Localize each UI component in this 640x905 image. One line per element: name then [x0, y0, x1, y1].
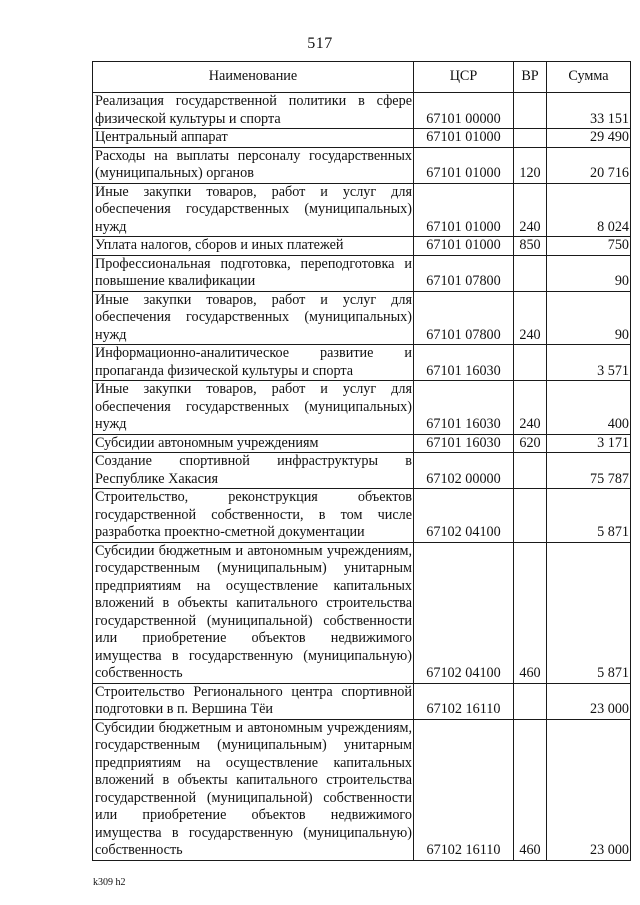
table-row: [93, 453, 631, 489]
row-sum: 33 151: [547, 93, 631, 129]
header-row: [93, 62, 631, 93]
row-name: Центральный аппарат: [93, 129, 414, 148]
table-row: [93, 183, 631, 237]
row-csr: 67101 00000: [414, 93, 514, 129]
row-sum: 400: [547, 381, 631, 435]
row-vr: 240: [514, 381, 547, 435]
budget-table: [92, 61, 631, 861]
row-csr: 67101 01000: [414, 183, 514, 237]
table-row: [93, 542, 631, 683]
row-name: Строительство, реконструкция объектов государственной собственности, в том числе разработка проектно-сметной документации: [93, 489, 414, 543]
row-sum: 3 571: [547, 345, 631, 381]
row-name: Субсидии бюджетным и автономным учреждениям, государственным (муниципальным) унитарным предприятиям на осуществление капитальных вложений в объекты капитального строительства государственной (муниципальной) собственности или приобретение объектов недвижимого имущества в государственную (муниципальную) собственность: [93, 719, 414, 860]
row-sum: 3 171: [547, 434, 631, 453]
table-row: [93, 345, 631, 381]
table-body: [93, 93, 631, 861]
row-csr: 67101 16030: [414, 345, 514, 381]
row-sum: 23 000: [547, 683, 631, 719]
row-csr: 67102 04100: [414, 542, 514, 683]
row-vr: 460: [514, 542, 547, 683]
table-row: [93, 255, 631, 291]
row-sum: 90: [547, 291, 631, 345]
table-header: [93, 62, 631, 93]
table-row: [93, 147, 631, 183]
table-row: [93, 93, 631, 129]
row-sum: 5 871: [547, 489, 631, 543]
row-csr: 67102 16110: [414, 719, 514, 860]
row-name: Профессиональная подготовка, переподготовка и повышение квалификации: [93, 255, 414, 291]
table-row: [93, 291, 631, 345]
row-csr: 67101 07800: [414, 291, 514, 345]
table-row: [93, 237, 631, 256]
row-sum: 90: [547, 255, 631, 291]
row-sum: 8 024: [547, 183, 631, 237]
row-vr: [514, 683, 547, 719]
footer-code: k309 h2: [93, 877, 126, 888]
row-name: Строительство Регионального центра спортивной подготовки в п. Вершина Тёи: [93, 683, 414, 719]
page-number: 517: [307, 35, 333, 52]
row-sum: 23 000: [547, 719, 631, 860]
row-csr: 67101 01000: [414, 129, 514, 148]
row-name: Иные закупки товаров, работ и услуг для обеспечения государственных (муниципальных) нужд: [93, 183, 414, 237]
row-vr: 620: [514, 434, 547, 453]
table-row: [93, 489, 631, 543]
row-name: Информационно-аналитическое развитие и пропаганда физической культуры и спорта: [93, 345, 414, 381]
row-csr: 67101 01000: [414, 237, 514, 256]
row-csr: 67101 16030: [414, 381, 514, 435]
row-csr: 67101 01000: [414, 147, 514, 183]
row-vr: [514, 255, 547, 291]
row-name: Субсидии автономным учреждениям: [93, 434, 414, 453]
table-row: [93, 719, 631, 860]
row-vr: 240: [514, 183, 547, 237]
row-csr: 67101 07800: [414, 255, 514, 291]
row-name: Создание спортивной инфраструктуры в Республике Хакасия: [93, 453, 414, 489]
table-row: [93, 683, 631, 719]
row-vr: [514, 489, 547, 543]
row-vr: 460: [514, 719, 547, 860]
row-vr: [514, 129, 547, 148]
row-vr: [514, 453, 547, 489]
row-csr: 67101 16030: [414, 434, 514, 453]
header-csr: ЦСР: [414, 62, 514, 93]
row-csr: 67102 00000: [414, 453, 514, 489]
row-sum: 29 490: [547, 129, 631, 148]
table-row: [93, 381, 631, 435]
row-name: Иные закупки товаров, работ и услуг для обеспечения государственных (муниципальных) нужд: [93, 381, 414, 435]
row-vr: [514, 93, 547, 129]
row-name: Иные закупки товаров, работ и услуг для обеспечения государственных (муниципальных) нужд: [93, 291, 414, 345]
header-name: Наименование: [93, 62, 414, 93]
row-csr: 67102 16110: [414, 683, 514, 719]
row-sum: 20 716: [547, 147, 631, 183]
row-vr: 120: [514, 147, 547, 183]
row-name: Реализация государственной политики в сфере физической культуры и спорта: [93, 93, 414, 129]
row-csr: 67102 04100: [414, 489, 514, 543]
row-vr: [514, 345, 547, 381]
row-sum: 750: [547, 237, 631, 256]
row-vr: 240: [514, 291, 547, 345]
row-sum: 5 871: [547, 542, 631, 683]
header-sum: Сумма: [547, 62, 631, 93]
row-vr: 850: [514, 237, 547, 256]
row-sum: 75 787: [547, 453, 631, 489]
row-name: Расходы на выплаты персоналу государственных (муниципальных) органов: [93, 147, 414, 183]
table-row: [93, 434, 631, 453]
row-name: Субсидии бюджетным и автономным учреждениям, государственным (муниципальным) унитарным предприятиям на осуществление капитальных вложений в объекты капитального строительства государственной (муниципальной) собственности или приобретение объектов недвижимого имущества в государственную (муниципальную) собственность: [93, 542, 414, 683]
row-name: Уплата налогов, сборов и иных платежей: [93, 237, 414, 256]
table-row: [93, 129, 631, 148]
header-vr: ВР: [514, 62, 547, 93]
